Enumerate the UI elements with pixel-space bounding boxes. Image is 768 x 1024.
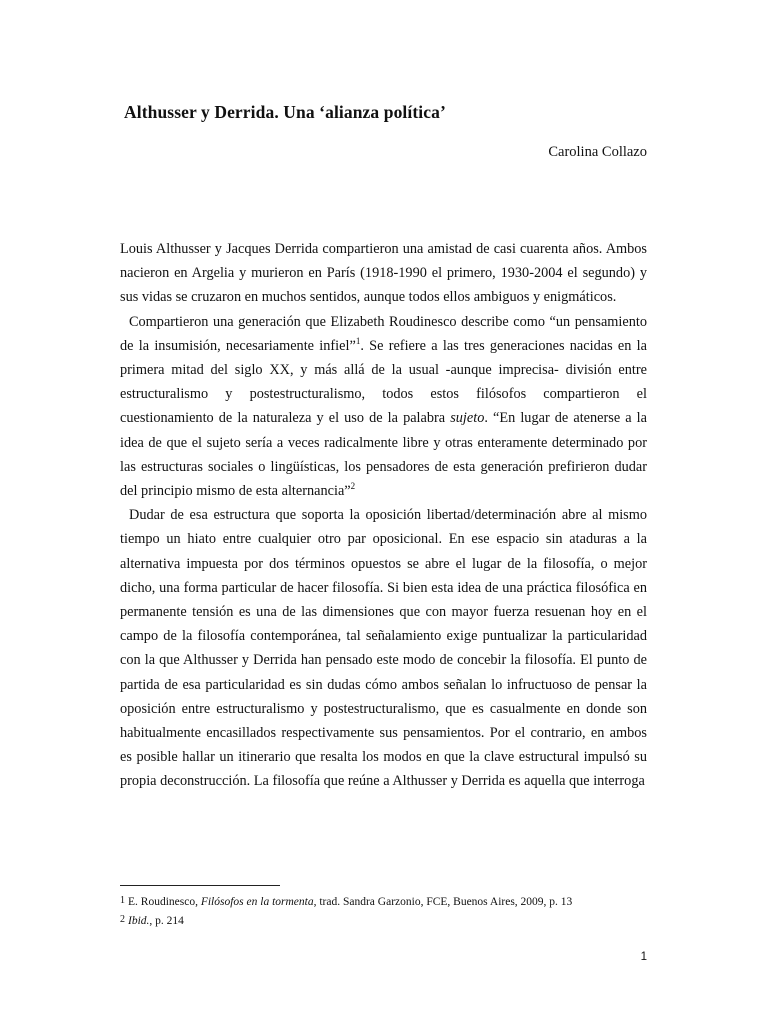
footnote-text: , trad. Sandra Garzonio, FCE, Buenos Aires, 2009, p. 13 (313, 896, 573, 908)
footnote-text: E. Roudinesco, (128, 896, 201, 908)
article-title: Althusser y Derrida. Una ‘alianza política’ (124, 102, 446, 122)
italic-term-sujeto: sujeto (450, 410, 485, 427)
footnote-ref-1: 1 (355, 336, 361, 347)
footnote-number: 1 (120, 895, 125, 906)
footnote-divider (120, 885, 280, 886)
paragraph-2-part-1: Compartieron una generación que Elizabeth Roudinesco describe como “un pensamiento de la insumisión, necesariamente infiel” (120, 313, 647, 354)
footnote-number: 2 (120, 914, 125, 925)
footnote-italic: Filósofos en la tormenta (200, 896, 314, 908)
paragraph-2 (120, 310, 647, 504)
paragraph-2-part-2: . Se refiere a las tres generaciones nacidas en la primera mitad del siglo XX, y más allá de la usual -aunque imprecisa- división entre estructuralismo y postestructuralismo, todos estos filósofos compartieron el cuestionamiento de la naturaleza y el uso de la palabra (120, 337, 647, 427)
footnote-ref-2: 2 (350, 481, 356, 492)
body-text (120, 237, 647, 794)
paragraph-2-part-3: . “En lugar de atenerse a la idea de que el sujeto sería a veces radicalmente libre y otras enteramente determinado por las estructuras sociales o lingüísticas, los pensadores de esta generación prefirieron dudar del principio mismo de esta alternancia” (120, 410, 647, 500)
paragraph-3: Dudar de esa estructura que soporta la oposición libertad/determinación abre al mismo tiempo un hiato entre cualquier otro par oposicional. En ese espacio sin ataduras a la alternativa impuesta por dos términos opuestos se abre el lugar de la filosofía, o mejor dicho, una forma particular de hacer filosofía. Si bien esta idea de una práctica filosófica en permanente tensión es una de las dimensiones que con mayor fuerza resuenan hoy en el campo de la filosofía contemporánea, tal señalamiento exige puntualizar la particularidad con la que Althusser y Derrida han pensado este modo de concebir la filosofía. El punto de partida de esa particularidad es sin dudas cómo ambos señalan lo infructuoso de pensar la oposición entre estructuralismo y postestructuralismo, que es casualmente en donde son habitualmente encasillados respectivamente sus pensamientos. Por el contrario, en ambos es posible hallar un itinerario que resalta los modos en que la clave estructural impulsó su propia deconstrucción. La filosofía que reúne a Althusser y Derrida es aquella que interroga (120, 507, 647, 790)
footnote-1 (120, 892, 647, 911)
footnote-text: , p. 214 (149, 915, 184, 927)
footnote-2 (120, 911, 647, 930)
paragraph-1: Louis Althusser y Jacques Derrida compartieron una amistad de casi cuarenta años. Ambos nacieron en Argelia y murieron en París (1918-1990 el primero, 1930-2004 el segundo) y sus vidas se cruzaron en muchos sentidos, aunque todos ellos ambiguos y enigmáticos. (120, 241, 647, 306)
footnote-italic: Ibid. (128, 915, 150, 927)
footnotes (120, 892, 647, 930)
author-name: Carolina Collazo (548, 144, 647, 160)
page-number: 1 (640, 951, 647, 963)
